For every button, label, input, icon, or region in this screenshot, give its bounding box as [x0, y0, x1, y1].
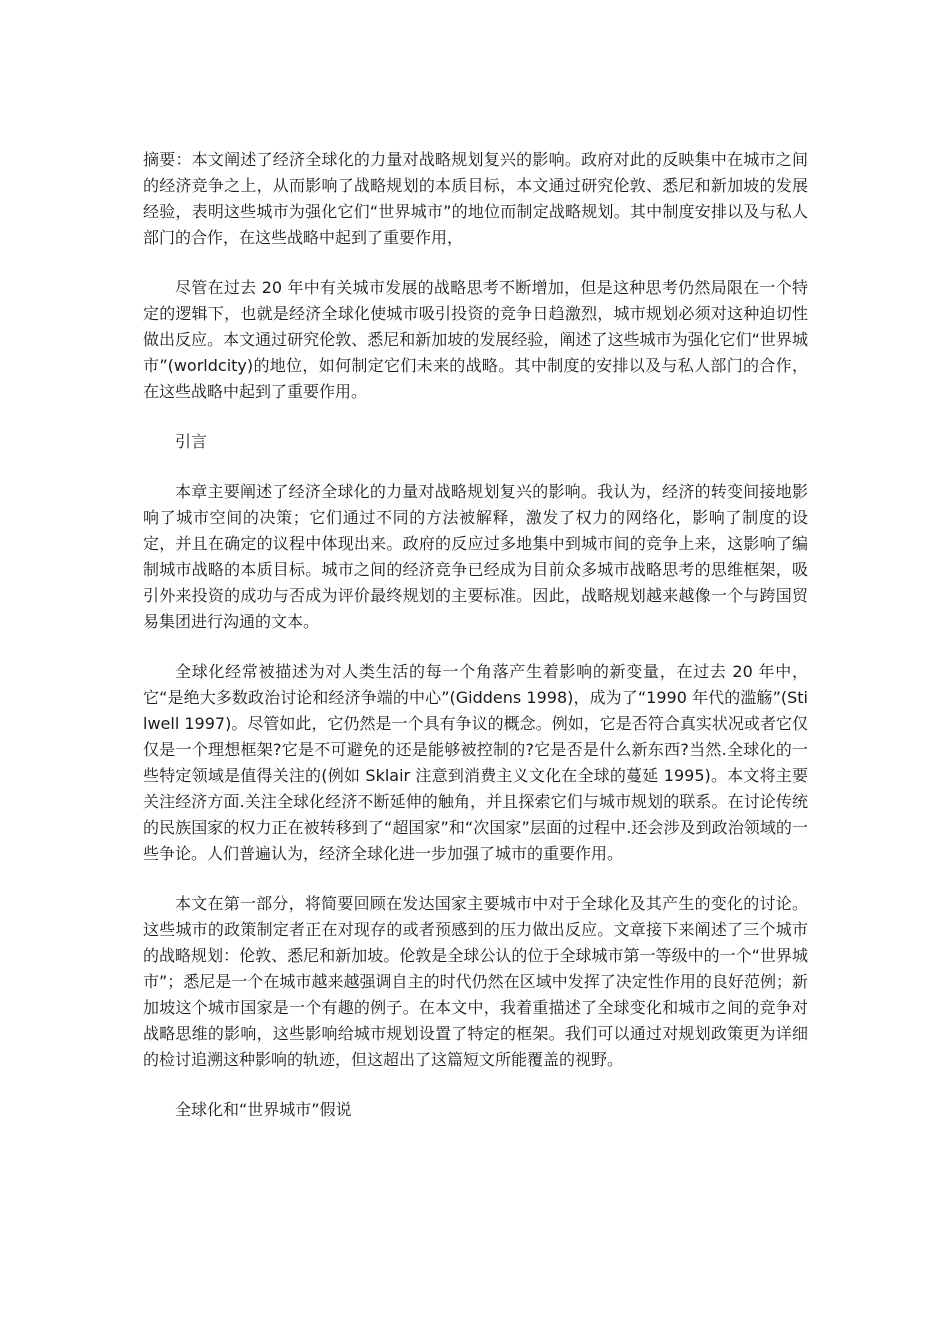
paragraph-gap — [143, 455, 808, 479]
paragraph-gap — [143, 1073, 808, 1097]
abstract-paragraph: 摘要：本文阐述了经济全球化的力量对战略规划复兴的影响。政府对此的反映集中在城市之间的经济竞争之上，从而影响了战略规划的本质目标，本文通过研究伦敦、悉尼和新加坡的发展经验，表明这些城市为强化它们“世界城市”的地位而制定战略规划。其中制度安排以及与私人部门的合作，在这些战略中起到了重要作用， — [143, 150, 808, 247]
structure-paragraph: 本文在第一部分，将简要回顾在发达国家主要城市中对于全球化及其产生的变化的讨论。这些城市的政策制定者正在对现存的或者预感到的压力做出反应。文章接下来阐述了三个城市的战略规划：伦敦、悉尼和新加坡。伦敦是全球公认的位于全球城市第一等级中的一个“世界城市”；悉尼是一个在城市越来越强调自主的时代仍然在区域中发挥了决定性作用的良好范例；新加坡这个城市国家是一个有趣的例子。在本文中，我着重描述了全球变化和城市之间的竞争对战略思维的影响，这些影响给城市规划设置了特定的框架。我们可以通过对规划政策更为详细的检讨追溯这种影响的轨迹，但这超出了这篇短文所能覆盖的视野。 — [143, 894, 808, 1069]
document-body — [143, 147, 808, 1123]
paragraph-gap — [143, 635, 808, 659]
paragraph-gap — [143, 251, 808, 275]
paragraph-gap — [143, 867, 808, 891]
paragraph-gap — [143, 405, 808, 429]
intro-paragraph: 本章主要阐述了经济全球化的力量对战略规划复兴的影响。我认为，经济的转变间接地影响了城市空间的决策；它们通过不同的方法被解释，激发了权力的网络化，影响了制度的设定，并且在确定的议程中体现出来。政府的反应过多地集中到城市间的竞争上来，这影响了编制城市战略的本质目标。城市之间的经济竞争已经成为目前众多城市战略思考的思维框架，吸引外来投资的成功与否成为评价最终规划的主要标准。因此，战略规划越来越像一个与跨国贸易集团进行沟通的文本。 — [143, 482, 808, 631]
section-heading-world-city: 全球化和“世界城市”假说 — [175, 1100, 352, 1119]
section-heading-intro: 引言 — [175, 432, 208, 451]
summary-paragraph: 尽管在过去 20 年中有关城市发展的战略思考不断增加，但是这种思考仍然局限在一个特定的逻辑下，也就是经济全球化使城市吸引投资的竞争日趋激烈，城市规划必须对这种迫切性做出反应。本文通过研究伦敦、悉尼和新加坡的发展经验，阐述了这些城市为强化它们“世界城市”(worldcity)的地位，如何制定它们未来的战略。其中制度的安排以及与私人部门的合作，在这些战略中起到了重要作用。 — [143, 278, 808, 401]
globalization-paragraph: 全球化经常被描述为对人类生活的每一个角落产生着影响的新变量，在过去 20 年中，它“是绝大多数政治讨论和经济争端的中心”(Giddens 1998)，成为了“1990 年代的滥觞”(Stilwell 1997)。尽管如此，它仍然是一个具有争议的概念。例如，它是否符合真实状况或者它仅仅是一个理想框架?它是不可避免的还是能够被控制的?它是否是什么新东西?当然.全球化的一些特定领域是值得关注的(例如 Sklair 注意到消费主义文化在全球的蔓延 1995)。本文将主要关注经济方面.关注全球化经济不断延伸的触角，并且探索它们与城市规划的联系。在讨论传统的民族国家的权力正在被转移到了“超国家”和“次国家”层面的过程中.还会涉及到政治领域的一些争论。人们普遍认为，经济全球化进一步加强了城市的重要作用。 — [143, 662, 808, 863]
